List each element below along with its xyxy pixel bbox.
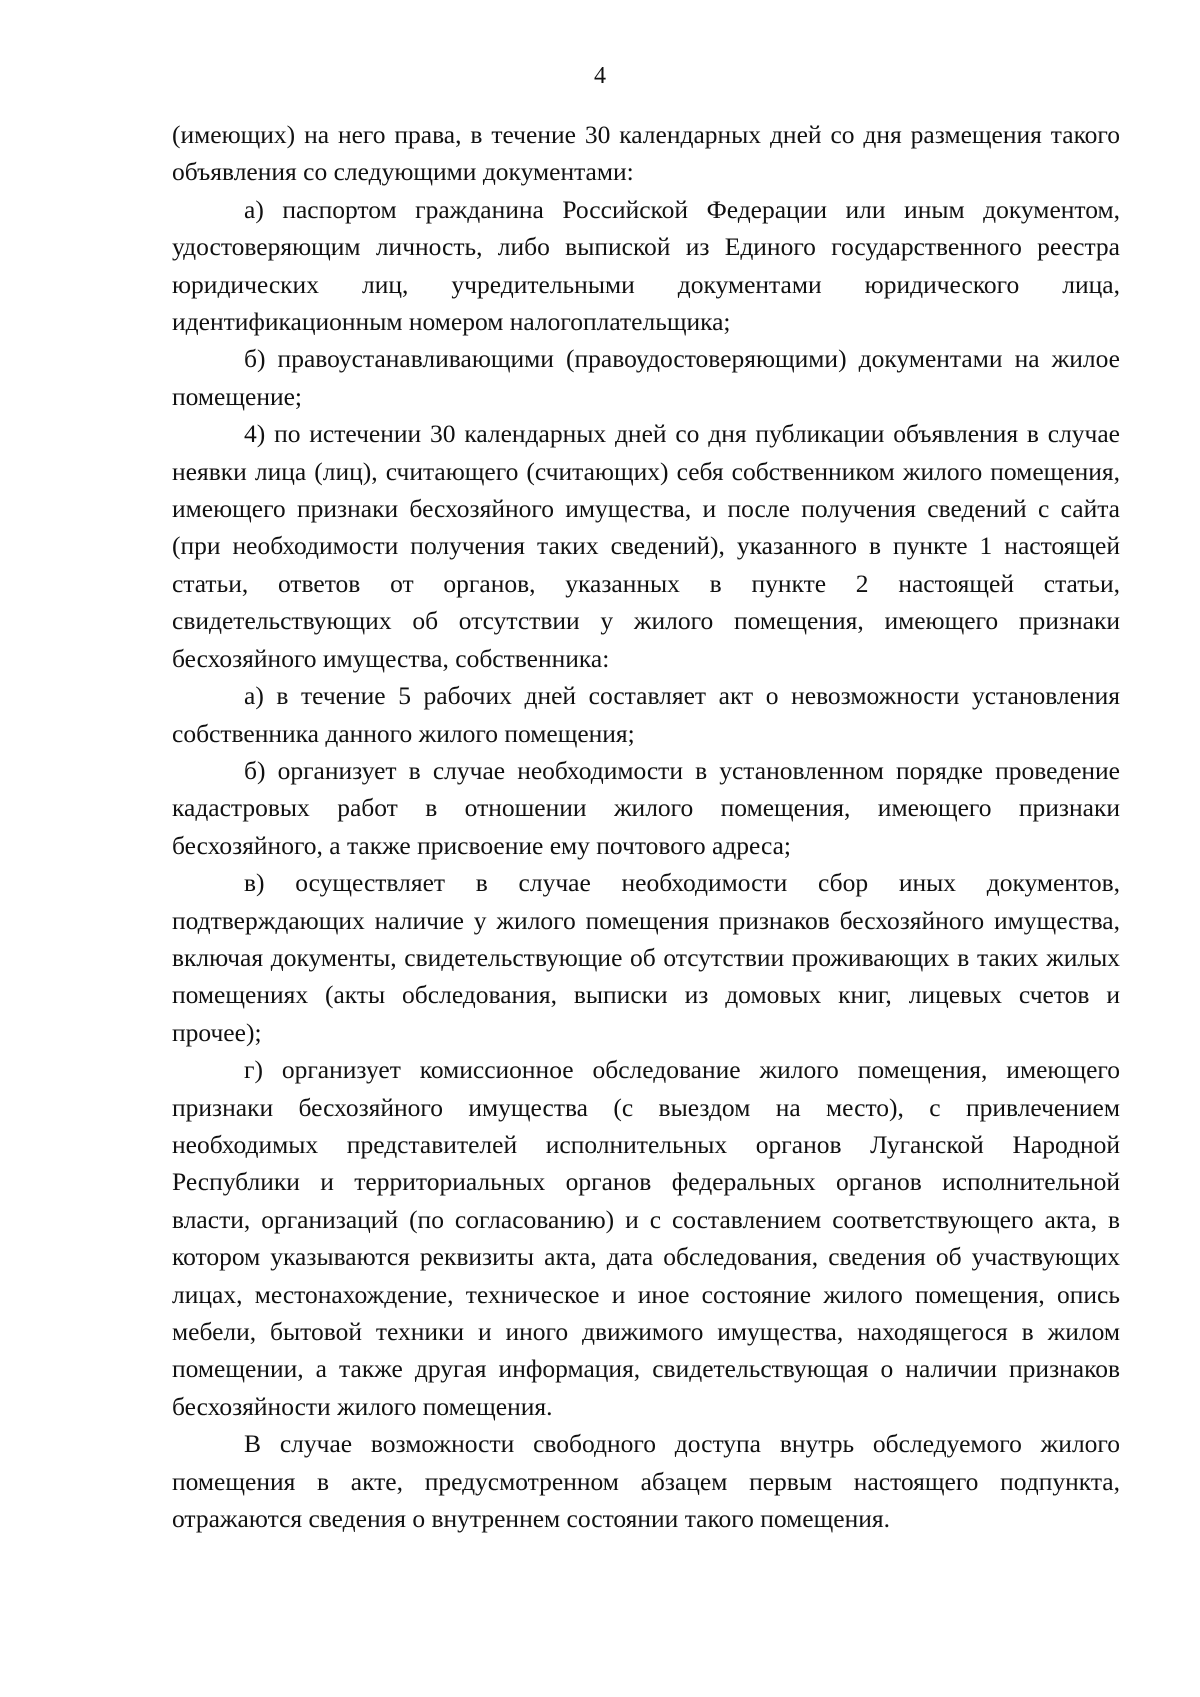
document-body — [172, 116, 1120, 1537]
paragraph-continuation: (имеющих) на него права, в течение 30 календарных дней со дня размещения такого объявления со следующими документами: — [172, 120, 1120, 187]
page-number: 4 — [594, 63, 606, 89]
paragraph-subitem-a-act: а) в течение 5 рабочих дней составляет акт о невозможности установления собственника данного жилого помещения; — [172, 681, 1120, 748]
paragraph-subitem-b-cadastral: б) организует в случае необходимости в установленном порядке проведение кадастровых работ в отношении жилого помещения, имеющего признаки бесхозяйного, а также присвоение ему почтового адреса; — [172, 755, 1120, 860]
paragraph-item-b-title-documents: б) правоустанавливающими (правоудостоверяющими) документами на жилое помещение; — [172, 344, 1120, 411]
paragraph-free-access: В случае возможности свободного доступа внутрь обследуемого жилого помещения в акте, предусмотренном абзацем первым настоящего подпункта, отражаются сведения о внутреннем состоянии такого помещения. — [172, 1429, 1120, 1534]
paragraph-item-4-expiry: 4) по истечении 30 календарных дней со дня публикации объявления в случае неявки лица (лиц), считающего (считающих) себя собственником жилого помещения, имеющего признаки бесхозяйного имущества, и после получения сведений с сайта (при необходимости получения таких сведений), указанного в пункте 1 настоящей статьи, ответов от органов, указанных в пункте 2 настоящей статьи, свидетельствующих об отсутствии у жилого помещения, имеющего признаки бесхозяйного имущества, собственника: — [172, 419, 1120, 673]
paragraph-subitem-g-inspection: г) организует комиссионное обследование жилого помещения, имеющего признаки бесхозяйного имущества (с выездом на место), с привлечением необходимых представителей исполнительных органов Луганской Народной Республики и территориальных органов федеральных органов исполнительной власти, организаций (по согласованию) и с составлением соответствующего акта, в котором указываются реквизиты акта, дата обследования, сведения об участвующих лицах, местонахождение, техническое и иное состояние жилого помещения, опись мебели, бытовой техники и иного движимого имущества, находящегося в жилом помещении, а также другая информация, свидетельствующая о наличии признаков бесхозяйности жилого помещения. — [172, 1055, 1120, 1421]
paragraph-subitem-v-documents: в) осуществляет в случае необходимости сбор иных документов, подтверждающих наличие у жилого помещения признаков бесхозяйного имущества, включая документы, свидетельствующие об отсутствии проживающих в таких жилых помещениях (акты обследования, выписки из домовых книг, лицевых счетов и прочее); — [172, 868, 1120, 1047]
paragraph-item-a-passport: а) паспортом гражданина Российской Федерации или иным документом, удостоверяющим личность, либо выпиской из Единого государственного реестра юридических лиц, учредительными документами юридического лица, идентификационным номером налогоплательщика; — [172, 194, 1120, 337]
